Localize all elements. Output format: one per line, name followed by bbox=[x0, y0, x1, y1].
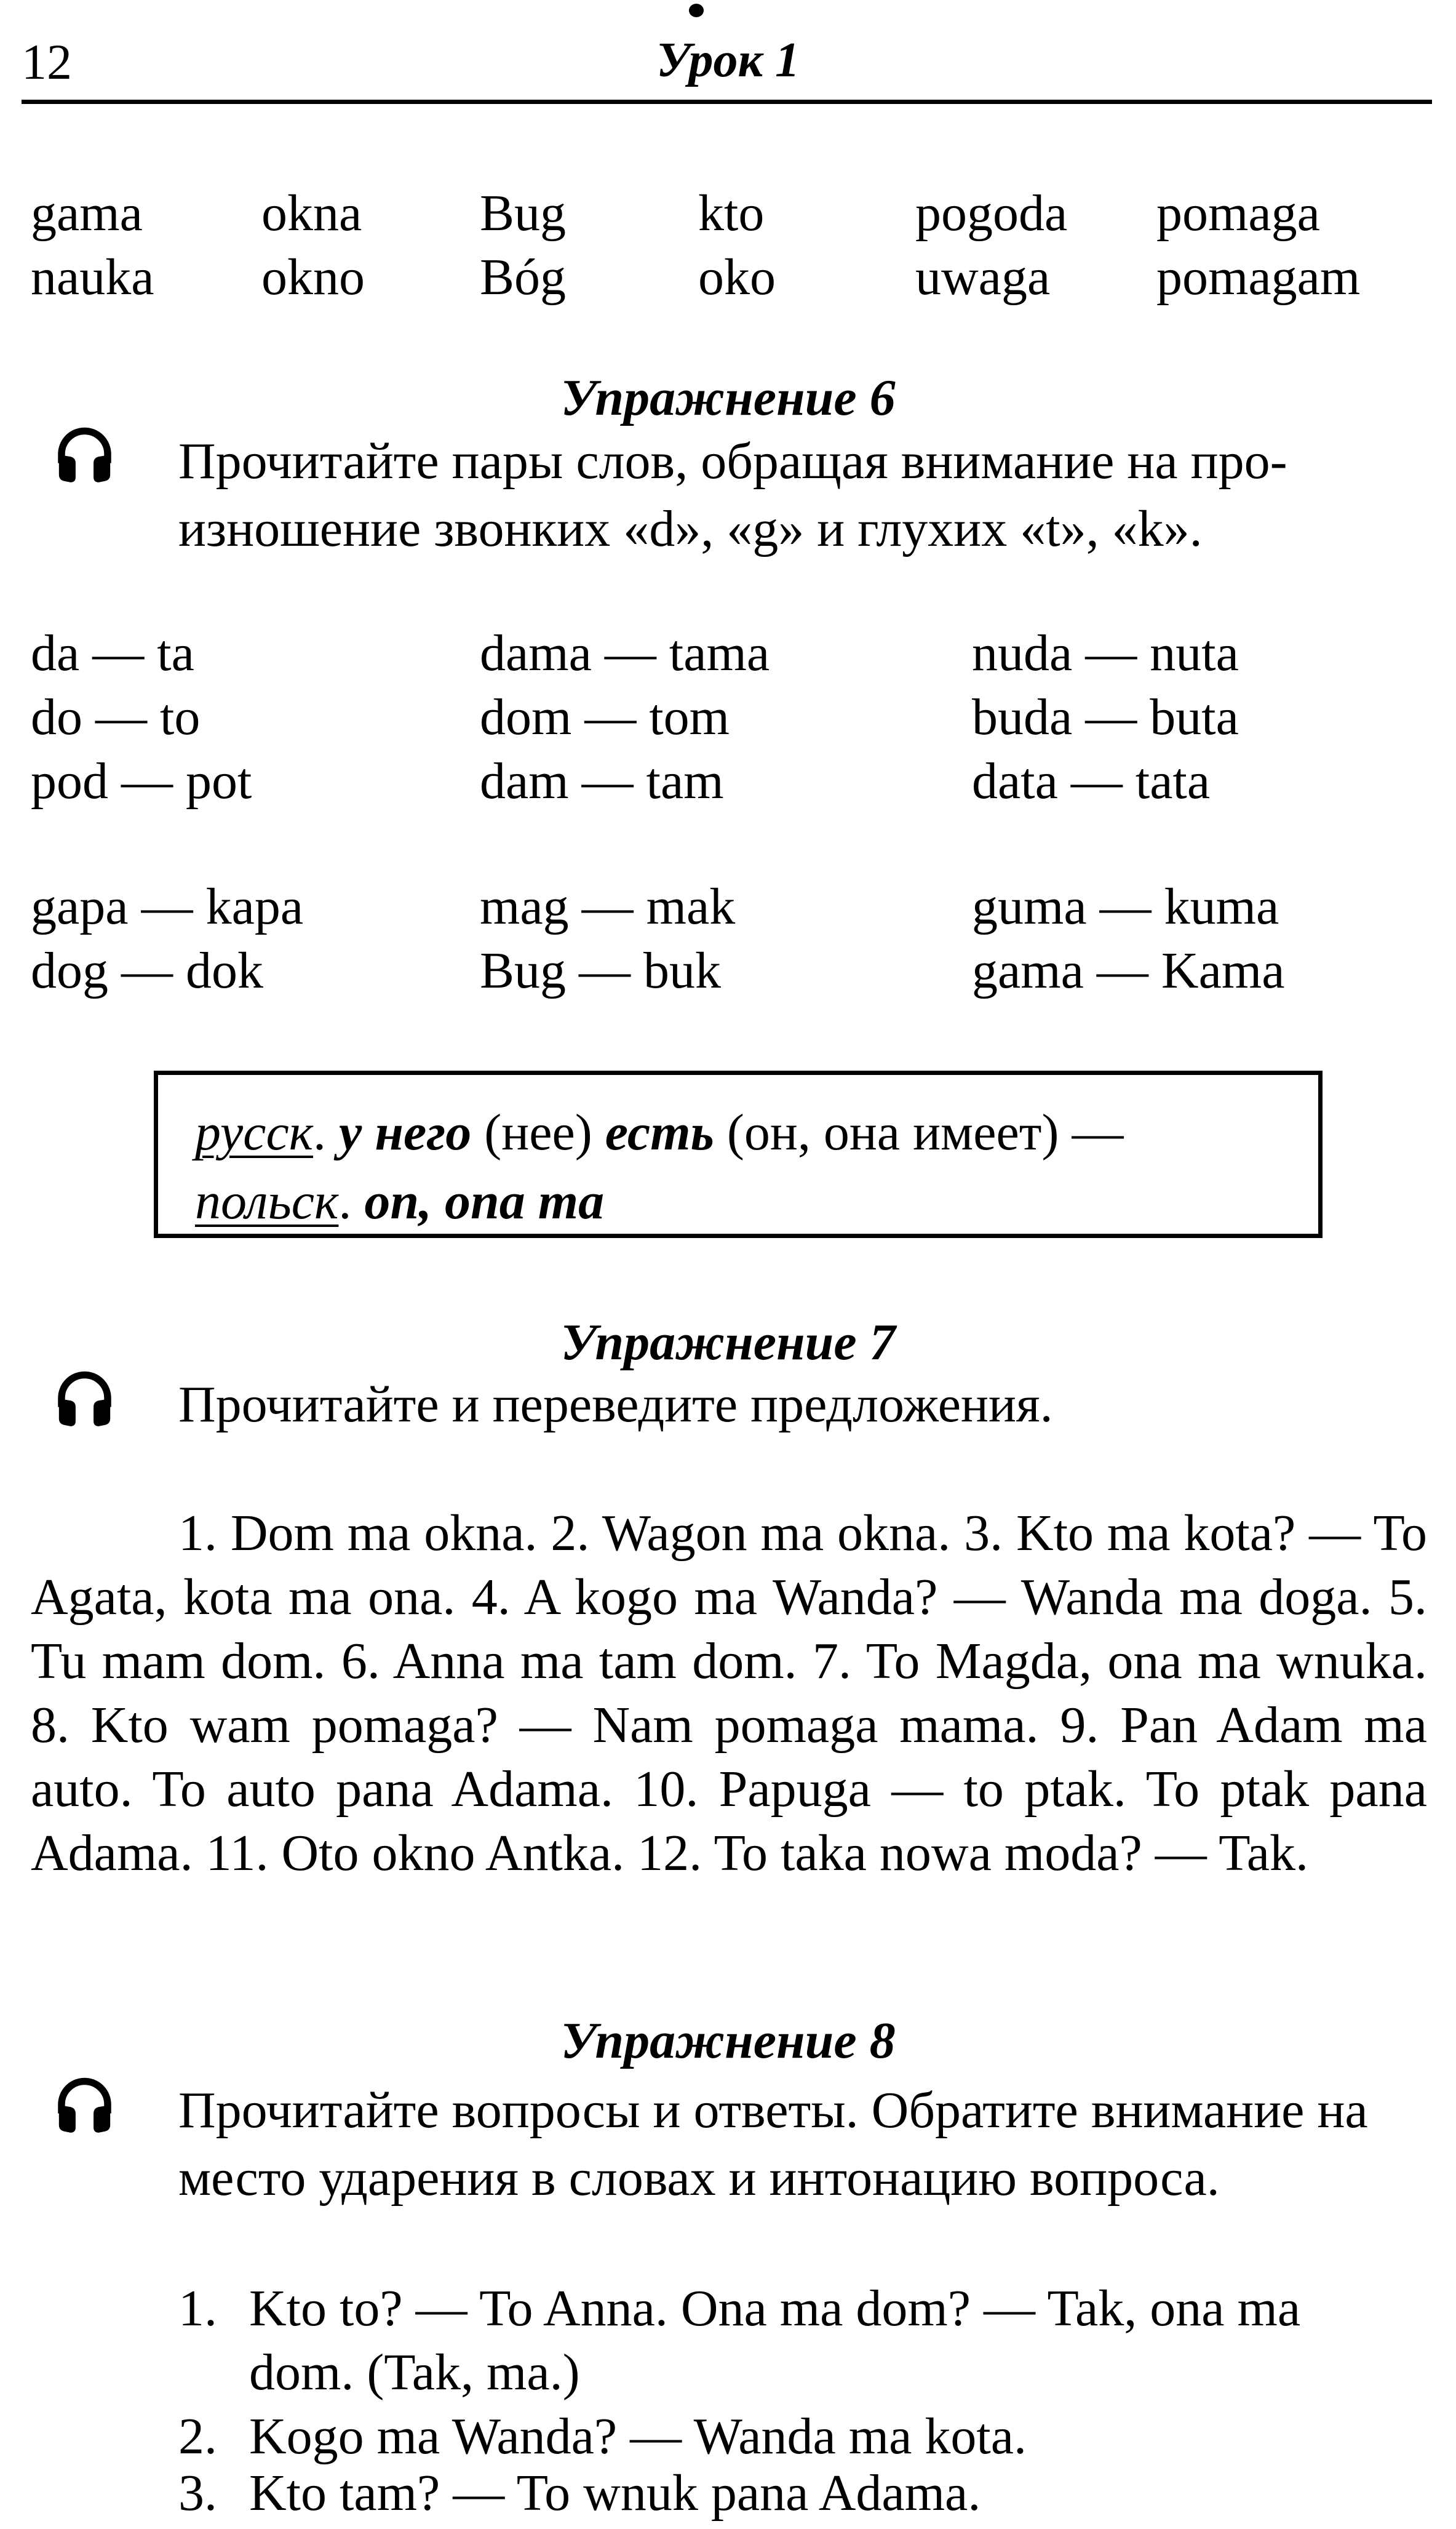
word-column bbox=[31, 182, 154, 310]
word-column bbox=[915, 182, 1067, 310]
grammar-note-line-ru: русск. у него (нее) есть (он, она имеет) — bbox=[195, 1104, 1124, 1161]
headphones-icon bbox=[52, 2074, 117, 2135]
exercise-6-instruction: Прочитайте пары слов, обращая внимание на произношение звонких «d», «g» и глухих «t», «k». bbox=[178, 433, 1287, 557]
header-rule bbox=[22, 100, 1432, 104]
list-item-number: 1. bbox=[178, 2280, 217, 2337]
word: pogoda bbox=[915, 185, 1068, 242]
ru-note: (нее) bbox=[484, 1104, 592, 1161]
word: Bóg bbox=[480, 249, 567, 306]
word-column bbox=[261, 182, 365, 310]
exercise-6-title: Упражнение 6 bbox=[560, 369, 896, 426]
word: okno bbox=[261, 249, 365, 306]
headphones-icon bbox=[52, 423, 117, 485]
word: pomagam bbox=[1156, 249, 1361, 306]
list-item-text: Kto tam? — To wnuk pana Adama. bbox=[249, 2464, 981, 2522]
lang-label-ru: русск bbox=[195, 1104, 314, 1161]
grammar-note-box bbox=[154, 1071, 1323, 1238]
list-item-text: Kogo ma Wanda? — Wanda ma kota. bbox=[249, 2408, 1027, 2465]
word-column bbox=[698, 182, 776, 310]
word-pair: data — tata bbox=[972, 753, 1211, 810]
pl-phrase: on, ona ma bbox=[364, 1173, 605, 1230]
pair-column bbox=[31, 621, 252, 813]
pair-column bbox=[31, 875, 303, 1003]
word: okna bbox=[261, 185, 362, 242]
ru-note: (он, она имеет) — bbox=[726, 1104, 1124, 1161]
word: pomaga bbox=[1156, 185, 1320, 242]
word-column bbox=[480, 182, 566, 310]
list-item-number: 2. bbox=[178, 2408, 217, 2465]
word-pair: guma — kuma bbox=[972, 878, 1279, 935]
word-pair: da — ta bbox=[31, 625, 194, 682]
pair-column bbox=[480, 875, 735, 1003]
word-pair: dama — tama bbox=[480, 625, 770, 682]
word-column bbox=[1156, 182, 1360, 310]
word: gama bbox=[31, 185, 143, 242]
word-pair: pod — pot bbox=[31, 753, 252, 810]
exercise-7-title: Упражнение 7 bbox=[560, 1314, 896, 1371]
word-pair: nuda — nuta bbox=[972, 625, 1239, 682]
word-pair: buda — buta bbox=[972, 689, 1239, 746]
word-pair: do — to bbox=[31, 689, 201, 746]
word-pair: dom — tom bbox=[480, 689, 730, 746]
word: Bug bbox=[480, 185, 567, 242]
list-item-text: Kto to? — To Anna. Ona ma dom? — Tak, ona ma bbox=[249, 2280, 1301, 2337]
word-pair: gama — Kama bbox=[972, 942, 1285, 999]
word: uwaga bbox=[915, 249, 1051, 306]
ru-phrase: у него bbox=[339, 1104, 472, 1161]
pair-column bbox=[972, 621, 1239, 813]
list-item-number: 3. bbox=[178, 2464, 217, 2522]
pair-column bbox=[972, 875, 1284, 1003]
exercise-8-instruction: Прочитайте вопросы и ответы. Обратите внимание на место ударения в словах и интонацию вопроса. bbox=[178, 2082, 1368, 2207]
pair-column bbox=[480, 621, 770, 813]
word-pair: dog — dok bbox=[31, 942, 263, 999]
exercise-7-instruction: Прочитайте и переведите предложения. bbox=[178, 1376, 1053, 1433]
word-pair: gapa — kapa bbox=[31, 878, 304, 935]
exercise-7-text: 1. Dom ma okna. 2. Wagon ma okna. 3. Kto ma kota? — To Agata, kota ma ona. 4. A kogo ma Wanda? — Wanda ma doga. 5. Tu mam dom. 6. Anna ma tam dom. 7. To Magda, ona ma wnuka. 8. Kto wam pomaga? — Nam pomaga mama. 9. Pan Adam ma auto. To auto pana Adama. 10. Papuga — to ptak. To ptak pana Adama. 11. Oto okno Antka. 12. To taka nowa moda? — Tak. bbox=[31, 1504, 1427, 1882]
top-mark bbox=[689, 4, 704, 17]
headphones-icon bbox=[52, 1367, 117, 1429]
grammar-note-line-pl: польск. on, ona ma bbox=[195, 1173, 605, 1230]
word: nauka bbox=[31, 249, 154, 306]
word: kto bbox=[698, 185, 765, 242]
exercise-8-title: Упражнение 8 bbox=[560, 2012, 896, 2069]
list-item-text: dom. (Tak, ma.) bbox=[249, 2344, 580, 2401]
word-pair: mag — mak bbox=[480, 878, 736, 935]
word-pair: dam — tam bbox=[480, 753, 724, 810]
word: oko bbox=[698, 249, 776, 306]
running-title: Урок 1 bbox=[656, 33, 800, 87]
grammar-note-text bbox=[195, 1098, 1290, 1236]
word-pair: Bug — buk bbox=[480, 942, 722, 999]
page-number: 12 bbox=[22, 34, 72, 90]
ru-phrase: есть bbox=[605, 1104, 714, 1161]
lang-label-pl: польск bbox=[195, 1173, 339, 1230]
